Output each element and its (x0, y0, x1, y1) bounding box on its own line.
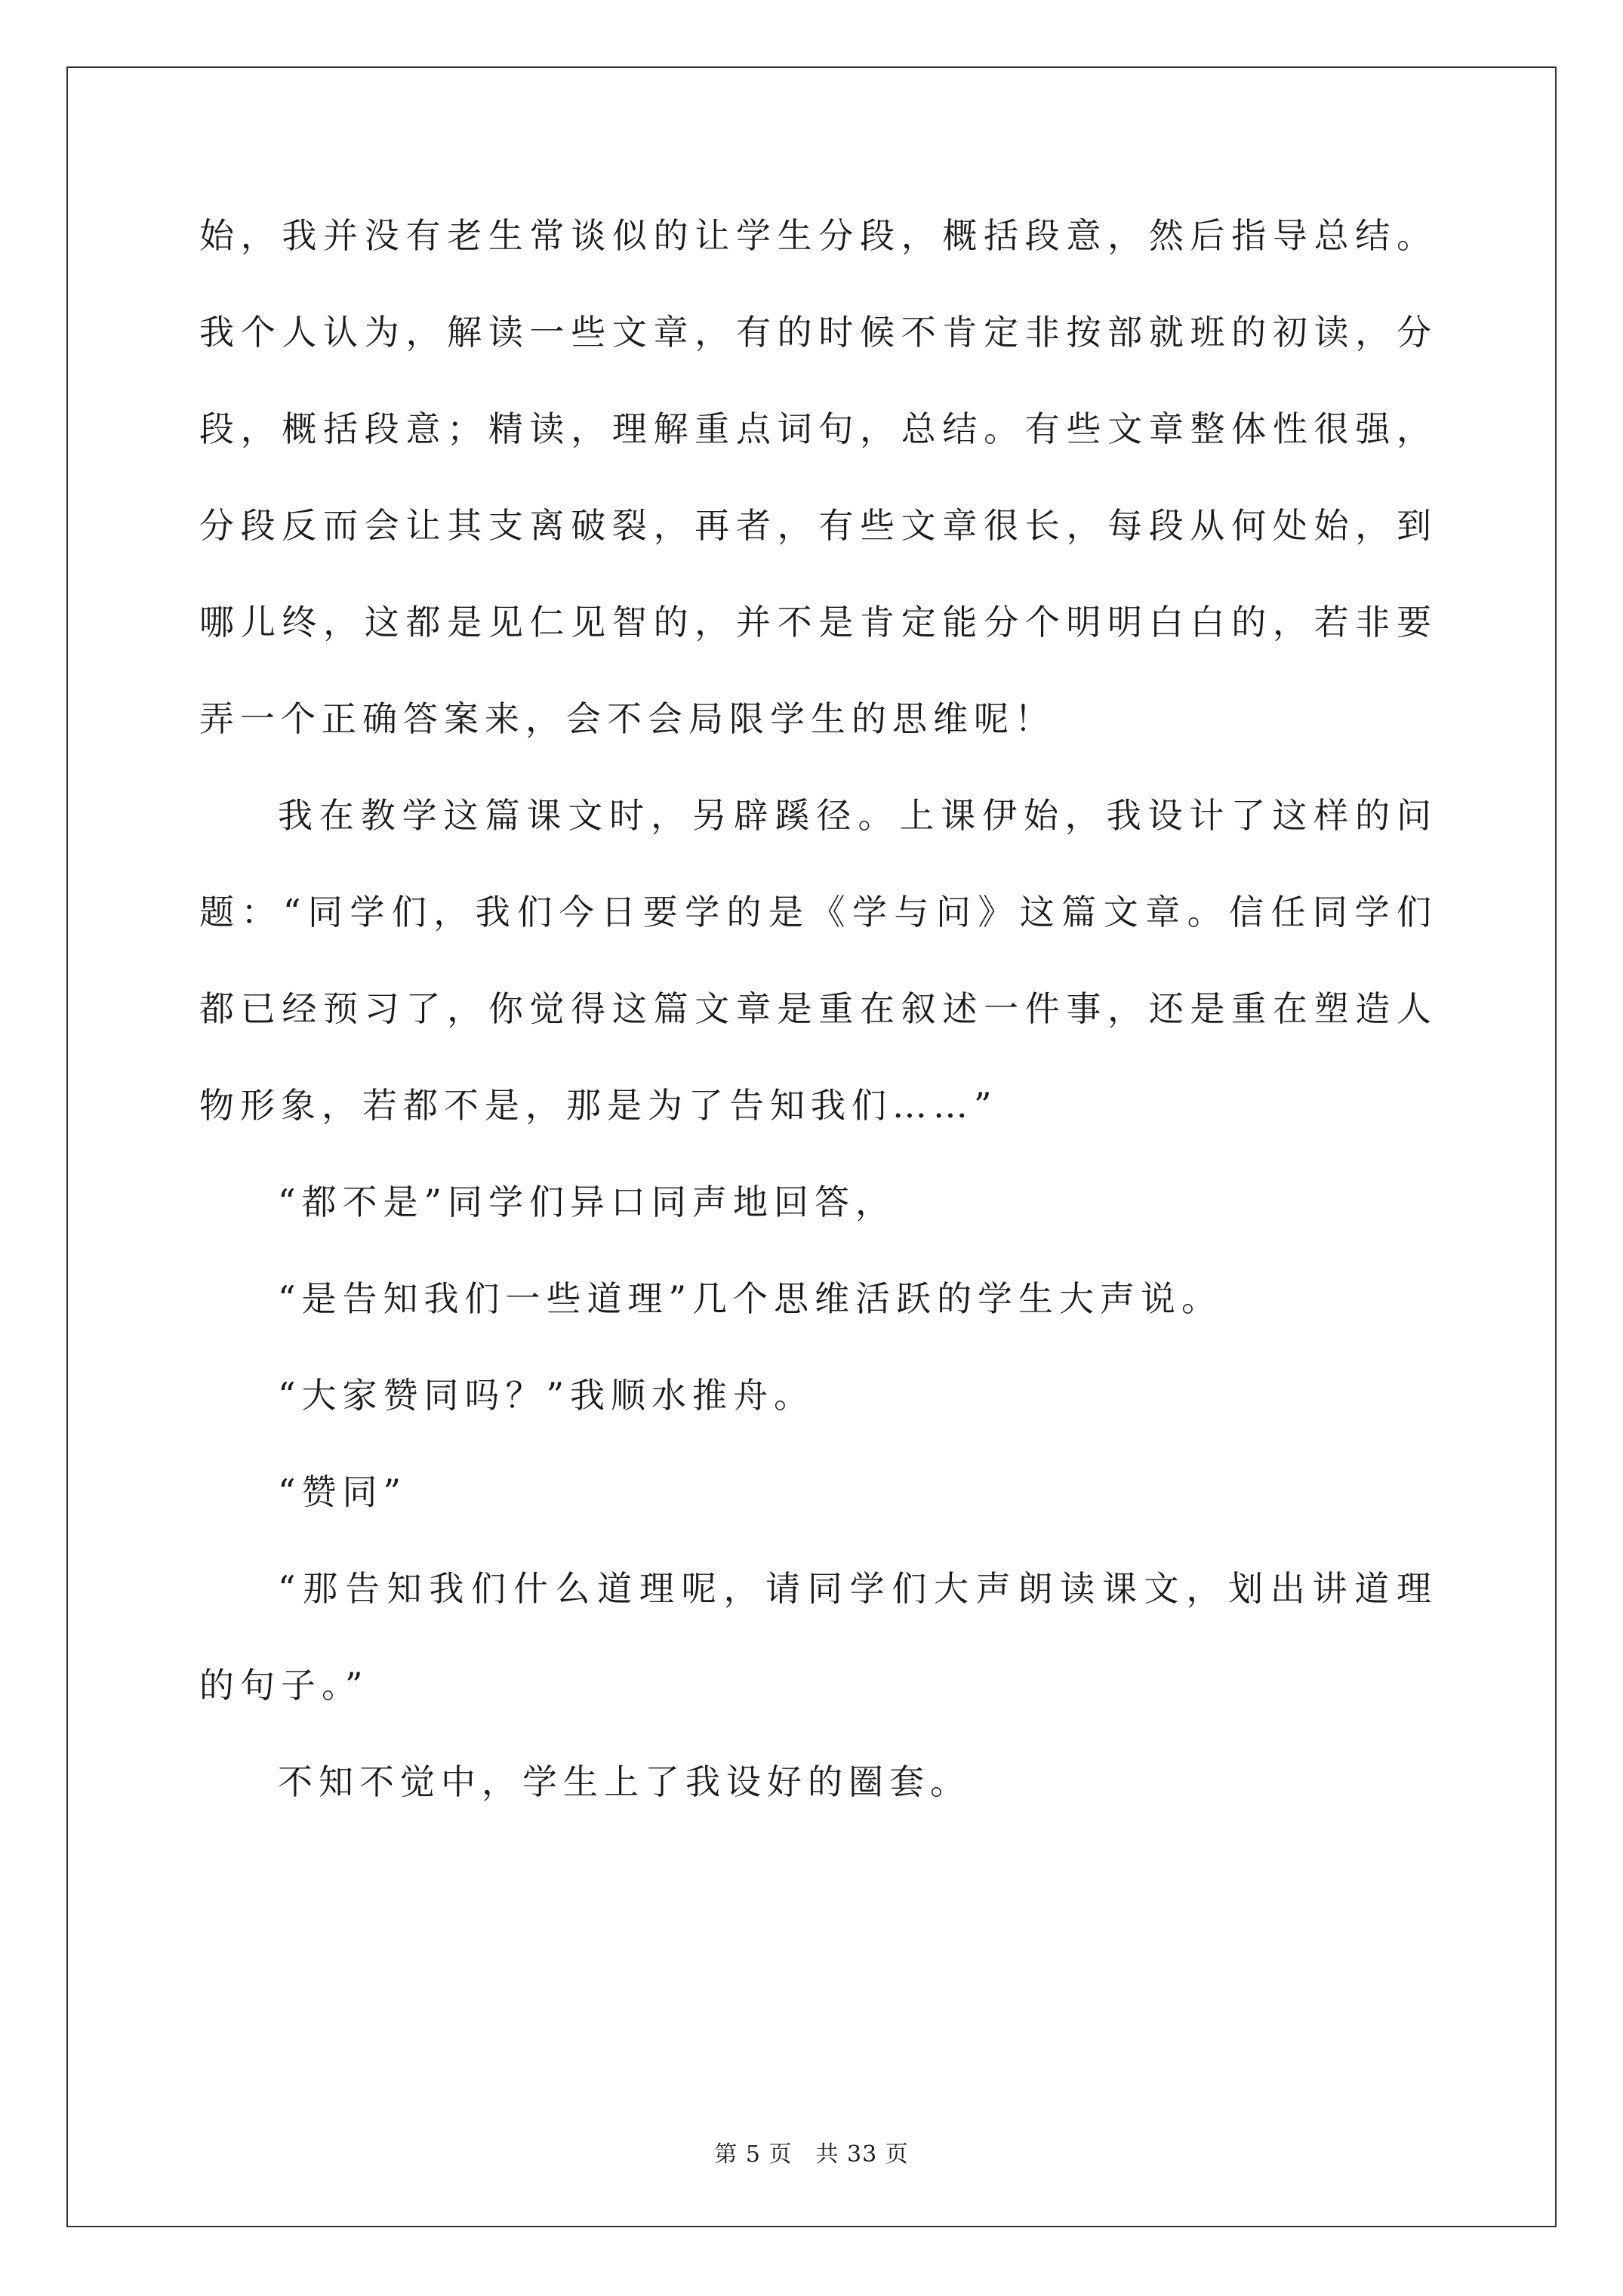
paragraph-start-line: 我在教学这篇课文时，另辟蹊径。上课伊始，我设计了这样的问 (278, 795, 1437, 836)
paragraph-start-line: “那告知我们什么道理呢，请同学们大声朗读课文，划出讲道理 (278, 1568, 1437, 1609)
text-line: 始，我并没有老生常谈似的让学生分段，概括段意，然后指导总结。 (199, 215, 1437, 256)
document-body (199, 204, 1437, 1847)
text-line: 哪儿终，这都是见仁见智的，并不是肯定能分个明明白白的，若非要 (199, 602, 1437, 643)
text-line: 都已经预习了，你觉得这篇文章是重在叙述一件事，还是重在塑造人 (199, 988, 1437, 1029)
paragraph-start-line: “是告知我们一些道理”几个思维活跃的学生大声说。 (278, 1278, 1223, 1319)
text-line: 分段反而会让其支离破裂，再者，有些文章很长，每段从何处始，到 (199, 505, 1437, 546)
paragraph-start-line: 不知不觉中，学生上了我设好的圈套。 (278, 1761, 971, 1802)
paragraph-start-line: “赞同” (278, 1472, 408, 1512)
text-line: 我个人认为，解读一些文章，有的时候不肯定非按部就班的初读，分 (199, 312, 1437, 353)
text-line: 弄一个正确答案来，会不会局限学生的思维呢！ (199, 698, 1055, 739)
text-line: 段，概括段意；精读，理解重点词句，总结。有些文章整体性很强， (199, 408, 1437, 449)
page-number-footer: 第 5 页 共 33 页 (714, 2141, 909, 2168)
paragraph-start-line: “大家赞同吗？”我顺水推舟。 (278, 1375, 815, 1416)
text-line: 物形象，若都不是，那是为了告知我们……” (199, 1085, 998, 1126)
paragraph-start-line: “都不是”同学们异口同声地回答， (278, 1182, 897, 1222)
text-line: 题：“同学们，我们今日要学的是《学与问》这篇文章。信任同学们 (199, 892, 1437, 932)
text-line: 的句子。” (199, 1665, 369, 1706)
